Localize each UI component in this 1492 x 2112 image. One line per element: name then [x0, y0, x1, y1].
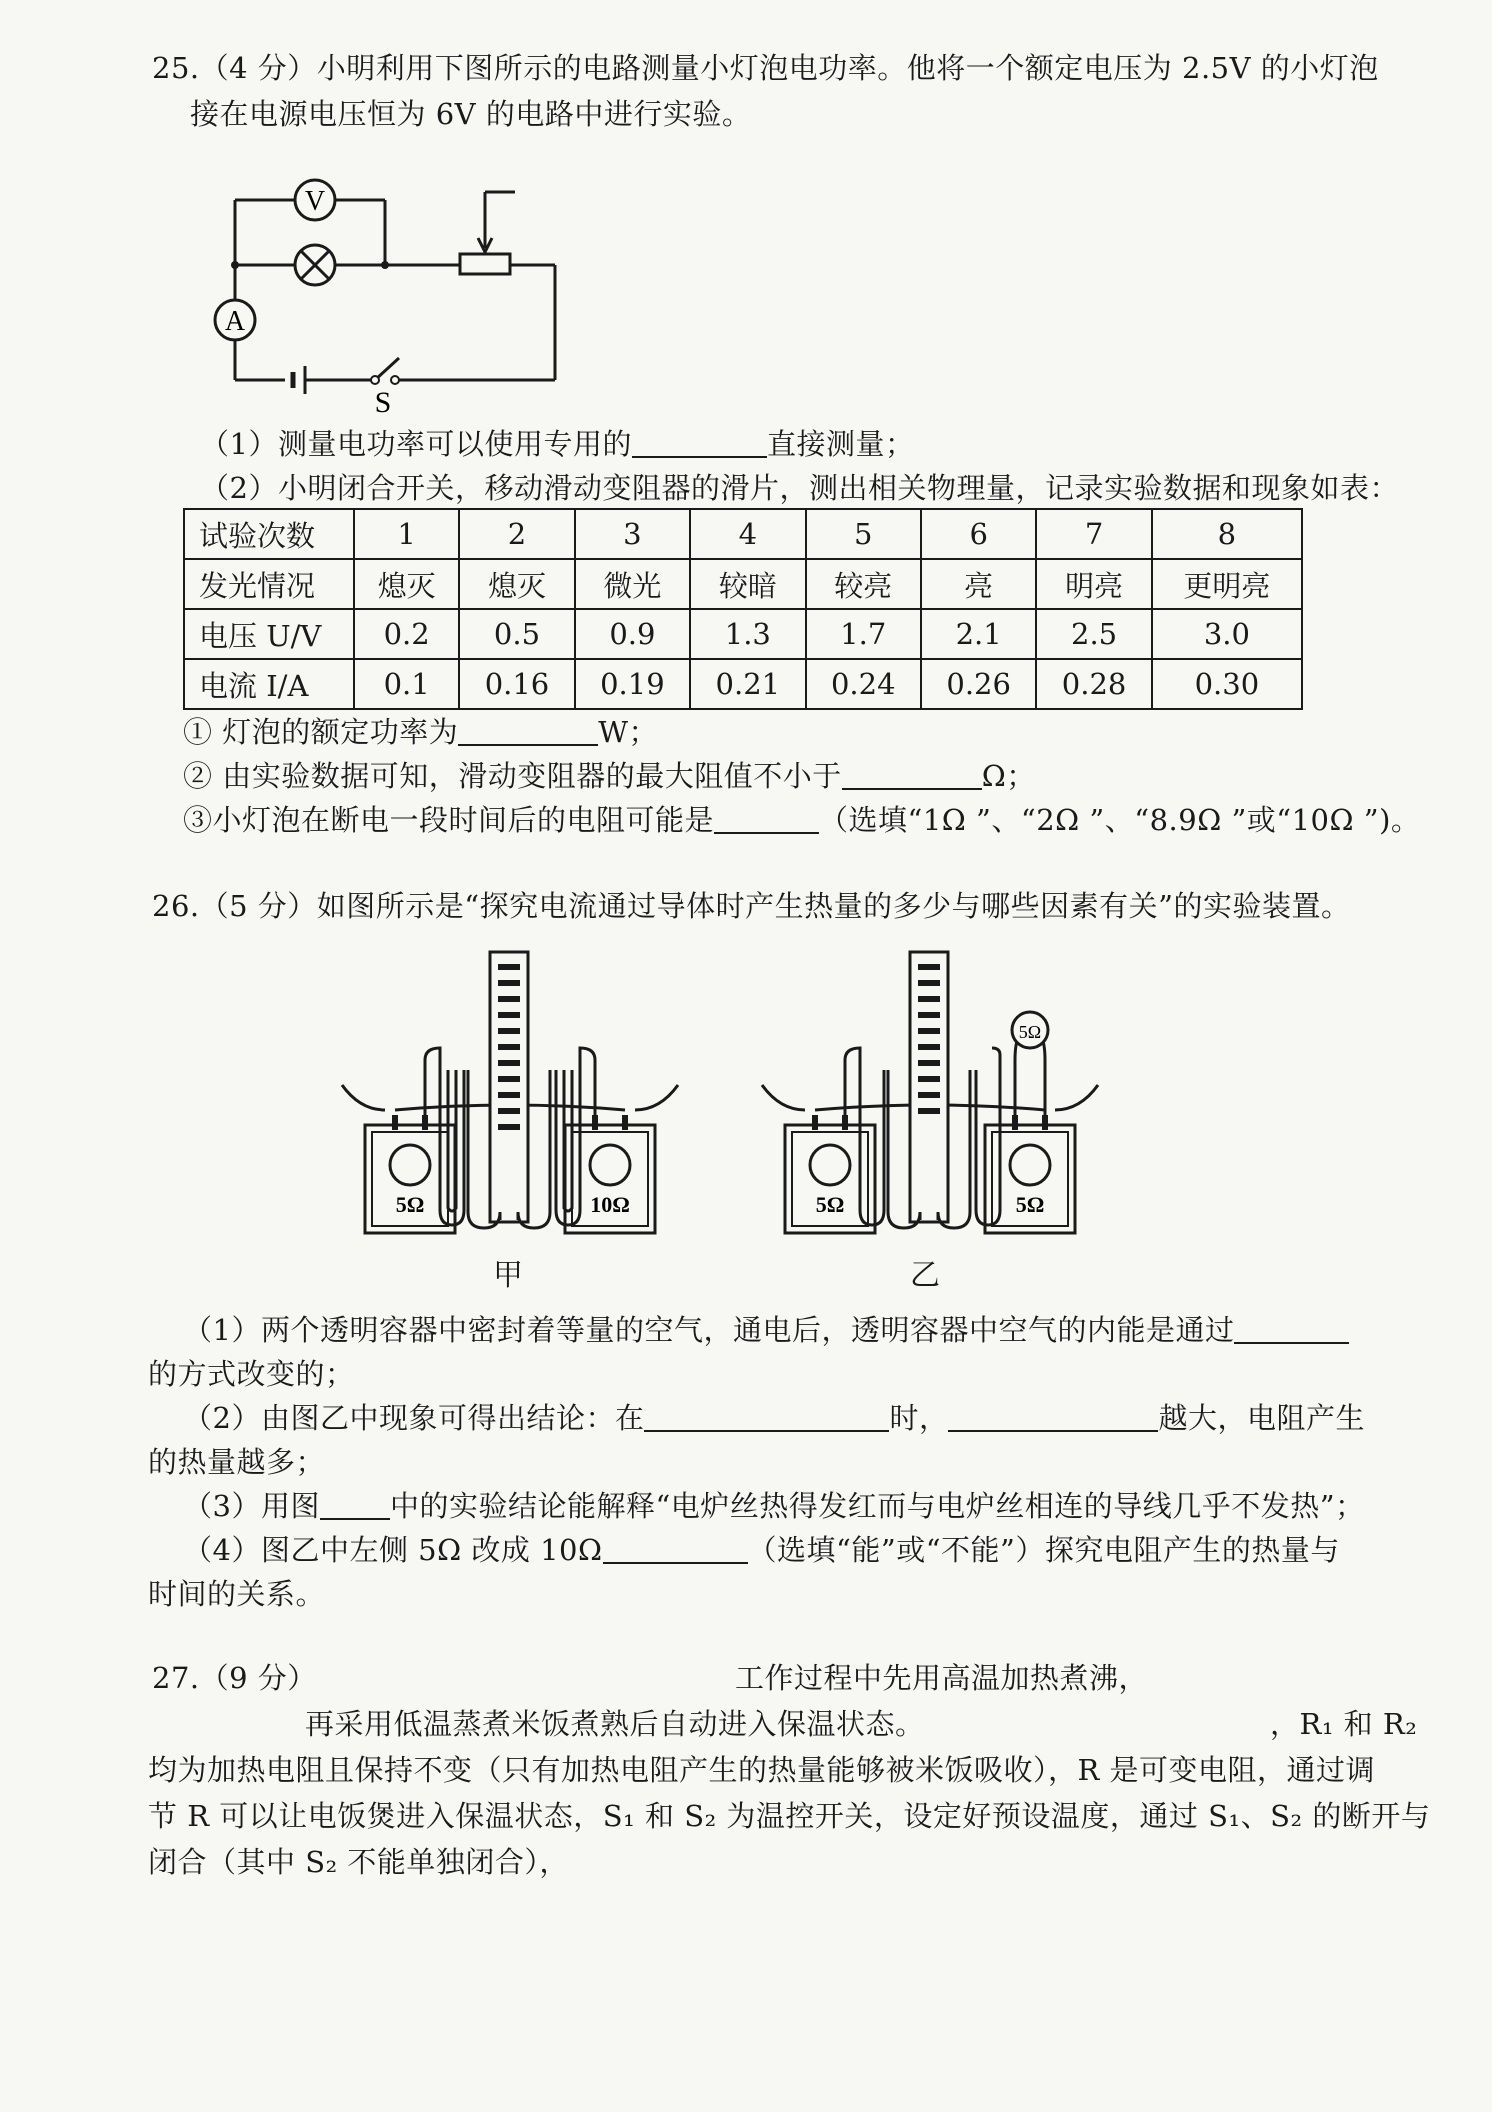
switch-label: S — [374, 386, 392, 415]
answer-blank-7[interactable] — [948, 1400, 1158, 1432]
table-cell: 电流 I/A — [184, 659, 354, 709]
q27-number: 27.（9 分） — [152, 1661, 317, 1695]
figure-jia — [340, 950, 680, 1240]
figure-yi — [760, 950, 1100, 1240]
table-cell: 0.5 — [459, 609, 574, 659]
table-cell: 1 — [354, 509, 459, 559]
table-cell: 0.30 — [1152, 659, 1302, 709]
table-cell: 3.0 — [1152, 609, 1302, 659]
table-cell: 0.9 — [575, 609, 690, 659]
table-row — [184, 509, 1302, 559]
table-cell: 7 — [1036, 509, 1151, 559]
answer-blank-2[interactable] — [458, 714, 598, 746]
answer-blank-6[interactable] — [644, 1400, 889, 1432]
resistor-label-right: 10Ω — [590, 1192, 630, 1217]
answer-blank-4[interactable] — [714, 802, 819, 834]
table-cell: 较亮 — [806, 559, 921, 609]
table-cell: 明亮 — [1036, 559, 1151, 609]
q27-line4: 节 R 可以让电饭煲进入保温状态，S₁ 和 S₂ 为温控开关，设定好预设温度，通过 S₁、S₂ 的断开与 — [148, 1799, 1431, 1833]
table-cell: 熄灭 — [354, 559, 459, 609]
table-row — [184, 559, 1302, 609]
q25-line1: 25.（4 分）小明利用下图所示的电路测量小灯泡电功率。他将一个额定电压为 2.5V 的小灯泡 — [152, 51, 1379, 85]
figure-caption-yi: 乙 — [910, 1258, 940, 1293]
circuit-diagram — [195, 170, 575, 415]
answer-blank-5[interactable] — [1234, 1312, 1349, 1344]
q26-part1-cont: 的方式改变的； — [148, 1357, 355, 1391]
q25-part1: （1）测量电功率可以使用专用的 直接测量； — [200, 427, 915, 461]
table-cell: 5 — [806, 509, 921, 559]
table-cell: 发光情况 — [184, 559, 354, 609]
table-cell: 6 — [921, 509, 1036, 559]
q27-line1: 工作过程中先用高温加热煮沸， — [735, 1661, 1149, 1695]
table-cell: 0.28 — [1036, 659, 1151, 709]
q26-part2: （2）由图乙中现象可得出结论：在 时， 越大，电阻产生 — [183, 1401, 1365, 1435]
figure-caption-jia: 甲 — [493, 1258, 523, 1293]
table-cell: 3 — [575, 509, 690, 559]
q26-part2-cont: 的热量越多； — [148, 1445, 326, 1479]
ammeter-label: A — [224, 306, 246, 337]
data-table — [183, 508, 1303, 710]
table-cell: 0.26 — [921, 659, 1036, 709]
q26-part4-cont: 时间的关系。 — [148, 1577, 326, 1611]
q27-line2: 再采用低温蒸煮米饭煮熟后自动进入保温状态。 — [305, 1707, 925, 1741]
parallel-resistor-label: 5Ω — [1018, 1022, 1042, 1042]
answer-blank-1[interactable] — [632, 426, 767, 458]
answer-blank-8[interactable] — [320, 1488, 390, 1520]
answer-blank-3[interactable] — [842, 758, 982, 790]
table-cell: 微光 — [575, 559, 690, 609]
q27-line2-end: ，R₁ 和 R₂ — [1270, 1707, 1418, 1741]
resistor-label-right: 5Ω — [1015, 1192, 1045, 1217]
answer-blank-9[interactable] — [603, 1532, 748, 1564]
table-cell: 亮 — [921, 559, 1036, 609]
table-cell: 2.1 — [921, 609, 1036, 659]
q25-part2: （2）小明闭合开关，移动滑动变阻器的滑片，测出相关物理量，记录实验数据和现象如表： — [200, 471, 1399, 505]
q26-part3: （3）用图 中的实验结论能解释“电炉丝热得发红而与电炉丝相连的导线几乎不发热”； — [183, 1489, 1365, 1523]
table-cell: 0.24 — [806, 659, 921, 709]
table-cell: 0.21 — [690, 659, 805, 709]
table-row — [184, 659, 1302, 709]
table-cell: 熄灭 — [459, 559, 574, 609]
resistor-label-left: 5Ω — [395, 1192, 425, 1217]
table-cell: 0.1 — [354, 659, 459, 709]
table-cell: 0.19 — [575, 659, 690, 709]
table-cell: 更明亮 — [1152, 559, 1302, 609]
q27-line3: 均为加热电阻且保持不变（只有加热电阻产生的热量能够被米饭吸收），R 是可变电阻，通过调 — [148, 1753, 1376, 1787]
table-cell: 0.2 — [354, 609, 459, 659]
table-cell: 电压 U/V — [184, 609, 354, 659]
q27-line5: 闭合（其中 S₂ 不能单独闭合）， — [148, 1845, 569, 1879]
table-row — [184, 609, 1302, 659]
table-cell: 2 — [459, 509, 574, 559]
q25-sub1: ① 灯泡的额定功率为 W； — [183, 715, 659, 749]
q25-line2: 接在电源电压恒为 6V 的电路中进行实验。 — [190, 97, 752, 131]
resistor-label-left: 5Ω — [815, 1192, 845, 1217]
table-cell: 8 — [1152, 509, 1302, 559]
q25-sub2: ② 由实验数据可知，滑动变阻器的最大阻值不小于 Ω； — [183, 759, 1036, 793]
table-cell: 试验次数 — [184, 509, 354, 559]
q26-part4: （4）图乙中左侧 5Ω 改成 10Ω （选填“能”或“不能”）探究电阻产生的热量与 — [183, 1533, 1340, 1567]
q26-line1: 26.（5 分）如图所示是“探究电流通过导体时产生热量的多少与哪些因素有关”的实验装置。 — [152, 889, 1351, 923]
lamp-symbol — [295, 245, 335, 285]
table-cell: 2.5 — [1036, 609, 1151, 659]
q26-part1: （1）两个透明容器中密封着等量的空气，通电后，透明容器中空气的内能是通过 — [183, 1310, 1349, 1350]
table-cell: 1.3 — [690, 609, 805, 659]
q25-sub3: ③小灯泡在断电一段时间后的电阻可能是 （选填“1Ω ”、“2Ω ”、“8.9Ω ”或“10Ω ”)。 — [183, 803, 1421, 837]
table-cell: 较暗 — [690, 559, 805, 609]
voltmeter-label: V — [304, 186, 326, 217]
table-cell: 0.16 — [459, 659, 574, 709]
table-cell: 4 — [690, 509, 805, 559]
table-cell: 1.7 — [806, 609, 921, 659]
